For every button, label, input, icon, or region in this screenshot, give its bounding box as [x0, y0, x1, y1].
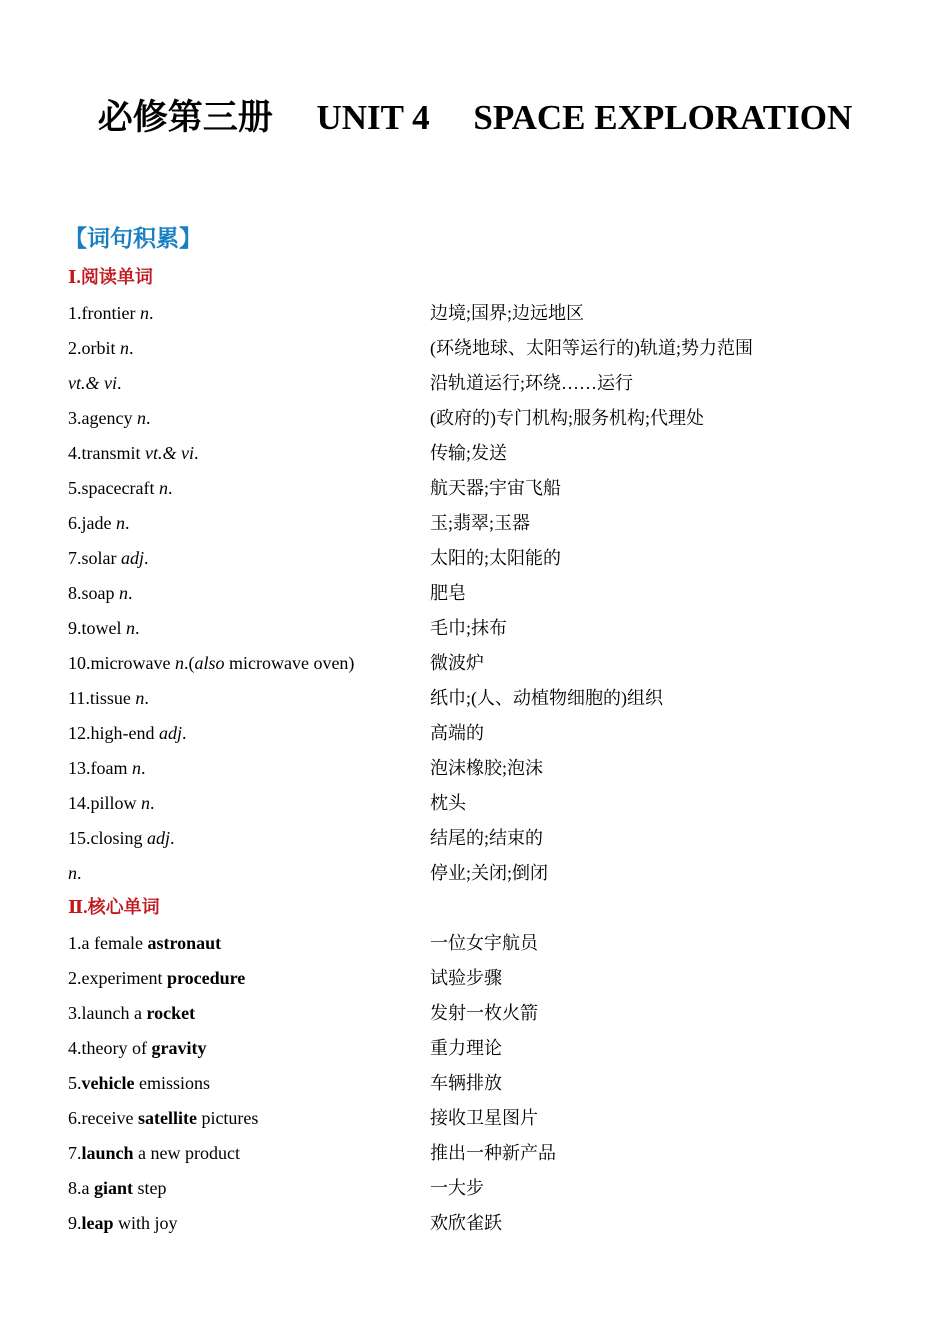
term-text: .: [140, 757, 146, 778]
vocab-row: [68, 1135, 888, 1170]
term-text: 2.orbit: [68, 337, 120, 358]
term-text: 11.tissue: [68, 687, 136, 708]
vocab-row: [68, 330, 888, 365]
vocab-term: [68, 441, 430, 465]
vocab-meaning: 停业;关闭;倒闭: [430, 862, 549, 883]
part-of-speech: adj: [121, 547, 145, 568]
term-text: .(: [183, 652, 195, 673]
vocab-row: [68, 295, 888, 330]
vocab-term: [68, 1211, 430, 1235]
term-text: microwave oven): [224, 652, 355, 673]
term-text: .: [124, 512, 130, 533]
term-text: 8.soap: [68, 582, 119, 603]
term-text: 4.theory of: [68, 1037, 152, 1058]
vocab-meaning: 欢欣雀跃: [430, 1212, 502, 1233]
vocab-term: [68, 406, 430, 430]
term-text: .: [170, 827, 175, 848]
part-of-speech: n: [139, 302, 149, 323]
part-of-speech: adj: [147, 827, 171, 848]
page-title: 必修第三册 UNIT 4 SPACE EXPLORATION: [97, 98, 853, 137]
vocab-term: [68, 931, 430, 955]
part-of-speech: n: [135, 687, 145, 708]
vocab-row: [68, 925, 888, 960]
vocab-meaning: 一位女宇航员: [430, 932, 538, 953]
vocab-row: [68, 645, 888, 680]
term-text: 6.jade: [68, 512, 116, 533]
vocab-meaning: 泡沫橡胶;泡沫: [430, 757, 544, 778]
vocab-term: [68, 1176, 430, 1200]
term-text: .: [182, 722, 187, 743]
term-text: 12.high-end: [68, 722, 159, 743]
vocab-row: [68, 1100, 888, 1135]
vocab-row: [68, 785, 888, 820]
vocab-meaning: 太阳的;太阳能的: [430, 547, 562, 568]
vocab-meaning: 沿轨道运行;环绕……运行: [430, 372, 634, 393]
vocab-meaning: 车辆排放: [430, 1072, 502, 1093]
vocab-term: [68, 371, 430, 395]
vocab-row: [68, 995, 888, 1030]
part-of-speech: n: [126, 617, 135, 638]
key-word: leap: [81, 1212, 114, 1233]
vocab-term: [68, 791, 430, 815]
vocab-meaning: (政府的)专门机构;服务机构;代理处: [430, 407, 704, 428]
vocab-row: [68, 1170, 888, 1205]
term-text: .: [135, 617, 140, 638]
key-word: rocket: [146, 1002, 196, 1023]
term-text: 6.receive: [68, 1107, 138, 1128]
vocab-meaning: 航天器;宇宙飞船: [430, 477, 562, 498]
term-text: 4.transmit: [68, 442, 145, 463]
vocab-term: [68, 476, 430, 500]
key-word: gravity: [151, 1037, 207, 1058]
vocab-meaning: 高端的: [430, 722, 484, 743]
term-text: 10.microwave: [68, 652, 175, 673]
part-of-speech: n: [158, 477, 168, 498]
part-of-speech: n: [119, 582, 128, 603]
vocab-meaning: 纸巾;(人、动植物细胞的)组织: [430, 687, 663, 708]
term-text: .: [144, 687, 149, 708]
part-of-speech: n: [174, 652, 184, 673]
section-heading: 【词句积累】: [64, 226, 202, 251]
term-text: .: [116, 372, 122, 393]
term-text: 15.closing: [68, 827, 147, 848]
term-text: a new product: [133, 1142, 240, 1163]
vocab-meaning: 推出一种新产品: [430, 1142, 556, 1163]
vocab-term: [68, 721, 430, 745]
vocab-row: [68, 855, 888, 890]
vocab-row: [68, 540, 888, 575]
term-text: step: [133, 1177, 167, 1198]
vocab-meaning: 枕头: [430, 792, 466, 813]
vocab-row: [68, 575, 888, 610]
vocab-meaning: 接收卫星图片: [430, 1107, 538, 1128]
vocab-term: [68, 336, 430, 360]
term-text: with joy: [113, 1212, 178, 1233]
key-word: procedure: [166, 967, 246, 988]
vocab-row: [68, 400, 888, 435]
vocab-term: [68, 546, 430, 570]
vocab-term: [68, 1141, 430, 1165]
vocab-term: [68, 1036, 430, 1060]
term-text: .: [150, 792, 155, 813]
vocab-meaning: 重力理论: [430, 1037, 502, 1058]
vocab-term: [68, 301, 430, 325]
vocab-meaning: 毛巾;抹布: [430, 617, 508, 638]
term-text: .: [145, 407, 151, 428]
part-of-speech: n: [141, 792, 151, 813]
vocab-term: [68, 511, 430, 535]
vocab-row: [68, 1065, 888, 1100]
term-text: 5.: [68, 1072, 82, 1093]
vocab-meaning: 传输;发送: [430, 442, 508, 463]
vocab-row: [68, 435, 888, 470]
key-word: giant: [94, 1177, 134, 1198]
term-text: .: [77, 862, 82, 883]
term-text: 9.: [68, 1212, 82, 1233]
term-text: emissions: [134, 1072, 210, 1093]
vocab-row: [68, 820, 888, 855]
term-text: 14.pillow: [68, 792, 142, 813]
term-text: 7.: [68, 1142, 82, 1163]
vocab-meaning: 试验步骤: [430, 967, 502, 988]
vocab-meaning: 微波炉: [430, 652, 484, 673]
part-of-speech: vt.& vi: [145, 442, 194, 463]
key-word: launch: [81, 1142, 134, 1163]
part-of-speech: n: [68, 862, 77, 883]
term-text: .: [148, 302, 154, 323]
vocab-row: [68, 960, 888, 995]
part-of-speech: also: [194, 652, 225, 673]
vocab-row: [68, 715, 888, 750]
vocab-term: [68, 826, 430, 850]
term-text: .: [128, 582, 133, 603]
term-text: 9.towel: [68, 617, 126, 638]
vocab-term: [68, 1001, 430, 1025]
part-of-speech: n: [136, 407, 146, 428]
vocab-term: [68, 651, 430, 675]
term-text: pictures: [196, 1107, 259, 1128]
vocab-term: [68, 756, 430, 780]
part-of-speech: n: [115, 512, 125, 533]
vocab-meaning: 边境;国界;边远地区: [430, 302, 585, 323]
term-text: 7.solar: [68, 547, 121, 568]
part-of-speech: n: [131, 757, 141, 778]
vocab-row: [68, 1205, 888, 1240]
term-text: 13.foam: [68, 757, 132, 778]
vocab-term: [68, 581, 430, 605]
term-text: 2.experiment: [68, 967, 167, 988]
vocab-row: [68, 610, 888, 645]
term-text: 1.frontier: [68, 302, 140, 323]
vocab-row: [68, 505, 888, 540]
vocab-row: [68, 680, 888, 715]
term-text: 3.agency: [68, 407, 137, 428]
term-text: .: [144, 547, 149, 568]
vocab-row: [68, 470, 888, 505]
vocab-meaning: 发射一枚火箭: [430, 1002, 538, 1023]
vocab-row: [68, 365, 888, 400]
vocab-row: [68, 750, 888, 785]
core-words-heading: Ⅱ.核心单词: [68, 897, 160, 917]
core-words-list: [68, 925, 888, 1240]
vocab-row: [68, 1030, 888, 1065]
part-of-speech: adj: [158, 722, 182, 743]
term-text: .: [193, 442, 199, 463]
part-of-speech: vt.& vi: [68, 372, 117, 393]
key-word: vehicle: [81, 1072, 135, 1093]
key-word: astronaut: [147, 932, 222, 953]
term-text: 5.spacecraft: [68, 477, 159, 498]
term-text: 1.a female: [68, 932, 148, 953]
vocab-term: [68, 1071, 430, 1095]
term-text: 8.a: [68, 1177, 94, 1198]
reading-words-heading: Ⅰ.阅读单词: [68, 267, 153, 287]
part-of-speech: n: [120, 337, 129, 358]
vocab-meaning: (环绕地球、太阳等运行的)轨道;势力范围: [430, 337, 753, 358]
vocab-term: [68, 861, 430, 885]
vocab-meaning: 肥皂: [430, 582, 466, 603]
vocab-term: [68, 966, 430, 990]
term-text: .: [167, 477, 173, 498]
vocab-term: [68, 1106, 430, 1130]
term-text: 3.launch a: [68, 1002, 147, 1023]
vocab-term: [68, 616, 430, 640]
vocab-meaning: 结尾的;结束的: [430, 827, 544, 848]
key-word: satellite: [137, 1107, 197, 1128]
vocab-meaning: 玉;翡翠;玉器: [430, 512, 531, 533]
vocab-term: [68, 686, 430, 710]
vocab-meaning: 一大步: [430, 1177, 484, 1198]
term-text: .: [129, 337, 134, 358]
reading-words-list: [68, 295, 888, 890]
